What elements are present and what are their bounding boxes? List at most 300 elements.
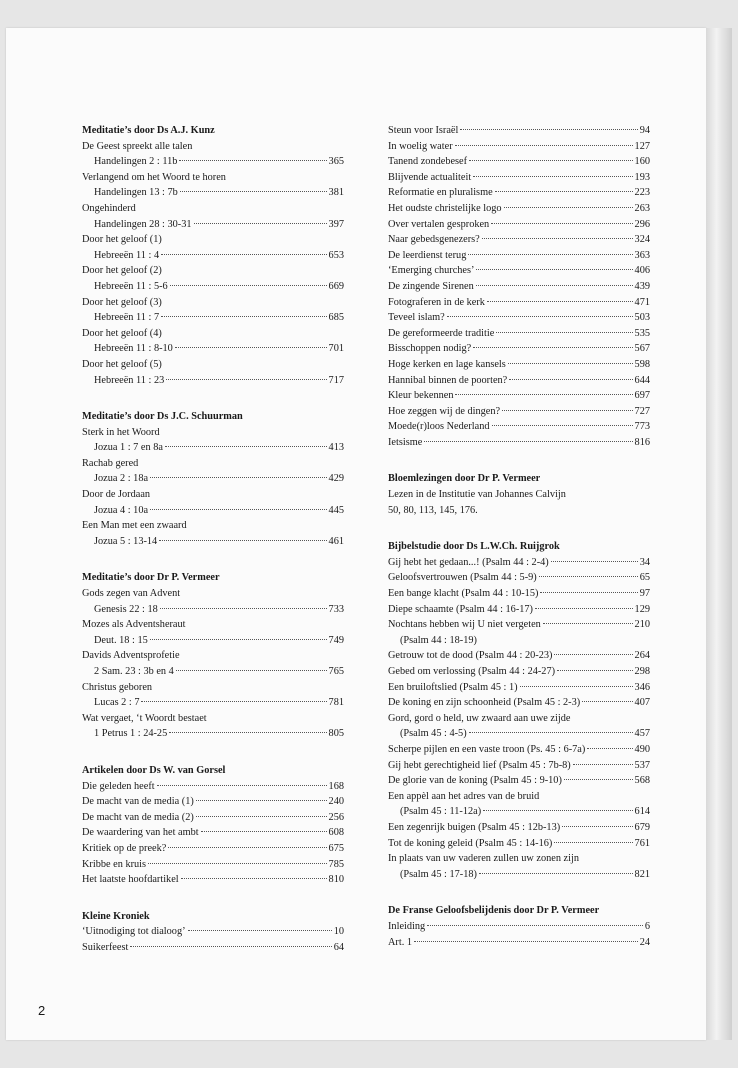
- entry-title: Bisschoppen nodig?: [388, 343, 472, 355]
- dot-leader: [166, 379, 326, 380]
- index-entry: [388, 680, 650, 696]
- entry-page-number: 264: [634, 650, 650, 662]
- entry-page-number: 675: [328, 842, 344, 854]
- index-entry: [82, 940, 344, 956]
- dot-leader: [180, 191, 327, 192]
- entry-title: Jozua 2 : 18a: [94, 473, 149, 485]
- dot-leader: [476, 269, 632, 270]
- index-entry: [82, 872, 344, 888]
- index-text-line: Verlangend om het Woord te horen: [82, 171, 226, 183]
- entry-title: De waardering van het ambt: [82, 827, 199, 839]
- entry-title: Die geleden heeft: [82, 780, 155, 792]
- entry-title: Tanend zondebesef: [388, 156, 468, 168]
- dot-leader: [476, 285, 633, 286]
- dot-leader: [168, 847, 326, 848]
- dot-leader: [188, 930, 332, 931]
- entry-title: Inleiding: [388, 920, 426, 932]
- entry-title: Gij hebt het gedaan...! (Psalm 44 : 2-4): [388, 556, 549, 568]
- index-entry: [82, 341, 344, 357]
- index-text-line: Davids Adventsprofetie: [82, 650, 180, 662]
- index-entry: [388, 935, 650, 951]
- entry-title: Kribbe en kruis: [82, 858, 147, 870]
- dot-leader: [502, 410, 632, 411]
- entry-page-number: 439: [634, 280, 650, 292]
- entry-title: De leerdienst terug: [388, 249, 467, 261]
- index-text-line: (Psalm 44 : 18-19): [400, 634, 477, 646]
- section-title: Bijbelstudie door Ds L.W.Ch. Ruijgrok: [388, 541, 560, 553]
- dot-leader: [175, 347, 327, 348]
- entry-page-number: 471: [634, 296, 650, 308]
- index-entry: [388, 295, 650, 311]
- entry-title: Naar gebedsgenezers?: [388, 234, 480, 246]
- dot-leader: [170, 285, 327, 286]
- index-entry: [388, 617, 650, 633]
- index-text-line: 50, 80, 113, 145, 176.: [388, 504, 478, 516]
- index-entry: [82, 924, 344, 940]
- dot-leader: [535, 608, 633, 609]
- dot-leader: [414, 941, 638, 942]
- index-entry: [388, 341, 650, 357]
- index-entry: [82, 602, 344, 618]
- dot-leader: [201, 831, 327, 832]
- entry-page-number: 727: [634, 405, 650, 417]
- section-title: Artikelen door Ds W. van Gorsel: [82, 764, 226, 776]
- dot-leader: [424, 441, 632, 442]
- dot-leader: [473, 347, 632, 348]
- entry-title: Tot de koning geleid (Psalm 45 : 14-16): [388, 837, 553, 849]
- entry-page-number: 781: [328, 697, 344, 709]
- dot-leader: [150, 509, 327, 510]
- dot-leader: [468, 254, 632, 255]
- entry-title: Blijvende actualiteit: [388, 171, 472, 183]
- index-entry: [388, 742, 650, 758]
- entry-title: Moede(r)loos Nederland: [388, 421, 490, 433]
- entry-page-number: 97: [639, 588, 650, 600]
- dot-leader: [161, 254, 326, 255]
- index-entry: [388, 357, 650, 373]
- dot-leader: [130, 946, 331, 947]
- entry-page-number: 679: [634, 821, 650, 833]
- index-text-line: Een Man met een zwaard: [82, 520, 187, 532]
- entry-title: Gebed om verlossing (Psalm 44 : 24-27): [388, 666, 556, 677]
- index-entry: [82, 857, 344, 873]
- entry-title: De zingende Sirenen: [388, 280, 474, 292]
- index-text-line: Door het geloof (5): [82, 358, 162, 370]
- entry-title: Nochtans hebben wij U niet vergeten: [388, 619, 541, 631]
- index-entry: [82, 185, 344, 201]
- index-entry: [82, 503, 344, 519]
- entry-page-number: 381: [328, 187, 344, 199]
- index-text-line: Door het geloof (1): [82, 234, 162, 246]
- dot-leader: [194, 223, 327, 224]
- entry-title: Fotograferen in de kerk: [388, 296, 485, 308]
- entry-title: Gij hebt gerechtigheid lief (Psalm 45 : 7b-8): [388, 759, 571, 771]
- dot-leader: [427, 925, 643, 926]
- index-entry: [388, 586, 650, 602]
- entry-title: Kritiek op de preek?: [82, 842, 167, 854]
- index-entry: [388, 758, 650, 774]
- index-entry: [82, 471, 344, 487]
- dot-leader: [482, 238, 633, 239]
- entry-page-number: 701: [328, 343, 344, 355]
- index-column-left: [82, 123, 344, 977]
- index-entry: [388, 820, 650, 836]
- index-text-line: Sterk in het Woord: [82, 426, 160, 438]
- index-text-line: Een appèl aan het adres van de bruid: [388, 790, 540, 802]
- entry-page-number: 10: [333, 926, 344, 938]
- index-text-line: Lezen in de Institutie van Johannes Calvijn: [388, 489, 566, 501]
- entry-page-number: 406: [634, 265, 650, 277]
- entry-title: Jozua 4 : 10a: [94, 504, 149, 516]
- section-title: Meditatie’s door Dr P. Vermeer: [82, 572, 220, 584]
- entry-title: Teveel islam?: [388, 312, 445, 324]
- entry-title: Hannibal binnen de poorten?: [388, 374, 508, 386]
- index-entry: [388, 648, 650, 664]
- entry-page-number: 298: [634, 666, 650, 677]
- entry-title: (Psalm 45 : 17-18): [400, 868, 477, 880]
- index-text-line: Gods zegen van Advent: [82, 588, 181, 600]
- index-entry: [388, 570, 650, 586]
- dot-leader: [509, 379, 632, 380]
- entry-page-number: 733: [328, 603, 344, 615]
- entry-page-number: 614: [634, 806, 650, 818]
- index-entry: [82, 633, 344, 649]
- entry-page-number: 429: [328, 473, 344, 485]
- dot-leader: [469, 732, 633, 733]
- index-section: [388, 471, 650, 518]
- index-entry: [388, 664, 650, 680]
- entry-title: Diepe schaamte (Psalm 44 : 16-17): [388, 603, 533, 615]
- index-entry: [388, 726, 650, 742]
- index-section: [388, 123, 650, 450]
- entry-title: Ietsisme: [388, 436, 423, 448]
- entry-title: 1 Petrus 1 : 24-25: [94, 728, 168, 740]
- index-text-line: Wat vergaet, ‘t Woordt bestaet: [82, 712, 207, 724]
- dot-leader: [181, 878, 327, 879]
- index-entry: [82, 373, 344, 389]
- dot-leader: [455, 145, 633, 146]
- entry-title: Getrouw tot de dood (Psalm 44 : 20-23): [388, 650, 553, 662]
- dot-leader: [492, 425, 633, 426]
- entry-page-number: 324: [634, 234, 650, 246]
- dot-leader: [157, 785, 327, 786]
- dot-leader: [508, 363, 633, 364]
- index-entry: [388, 263, 650, 279]
- entry-title: Een bange klacht (Psalm 44 : 10-15): [388, 588, 539, 600]
- entry-title: Een bruiloftslied (Psalm 45 : 1): [388, 681, 518, 693]
- entry-page-number: 263: [634, 202, 650, 214]
- entry-page-number: 773: [634, 421, 650, 433]
- index-section: [82, 123, 344, 388]
- index-text-line: Door het geloof (4): [82, 327, 162, 339]
- entry-page-number: 94: [639, 125, 650, 136]
- entry-title: Reformatie en pluralisme: [388, 187, 493, 199]
- dot-leader: [161, 316, 326, 317]
- dot-leader: [483, 810, 632, 811]
- entry-page-number: 160: [634, 156, 650, 168]
- entry-page-number: 503: [634, 312, 650, 324]
- index-entry: [388, 373, 650, 389]
- index-entry: [82, 841, 344, 857]
- entry-title: In woelig water: [388, 140, 453, 152]
- entry-page-number: 240: [328, 796, 344, 808]
- entry-page-number: 168: [328, 780, 344, 792]
- entry-page-number: 821: [634, 868, 650, 880]
- index-entry: [388, 388, 650, 404]
- dot-leader: [473, 176, 632, 177]
- entry-title: Handelingen 2 : 11b: [94, 156, 178, 168]
- index-section: [388, 903, 650, 950]
- dot-leader: [141, 701, 326, 702]
- dot-leader: [543, 623, 633, 624]
- index-entry: [82, 310, 344, 326]
- dot-leader: [150, 639, 327, 640]
- entry-title: De gereformeerde traditie: [388, 327, 495, 339]
- dot-leader: [587, 748, 632, 749]
- index-entry: [82, 794, 344, 810]
- entry-page-number: 697: [634, 390, 650, 402]
- entry-page-number: 810: [328, 874, 344, 886]
- index-section: [82, 763, 344, 888]
- entry-page-number: 64: [333, 941, 344, 953]
- dot-leader: [455, 394, 632, 395]
- index-entry: [388, 836, 650, 852]
- dot-leader: [504, 207, 633, 208]
- index-text-line: In plaats van uw vaderen zullen uw zonen zijn: [388, 853, 579, 865]
- dot-leader: [557, 670, 633, 671]
- entry-title: Over vertalen gesproken: [388, 218, 490, 230]
- entry-page-number: 65: [639, 572, 650, 584]
- entry-title: Lucas 2 : 7: [94, 697, 140, 709]
- entry-page-number: 490: [634, 743, 650, 755]
- entry-title: (Psalm 45 : 4-5): [400, 728, 467, 740]
- index-entry: [388, 695, 650, 711]
- entry-page-number: 129: [634, 603, 650, 615]
- entry-title: Jozua 1 : 7 en 8a: [94, 442, 163, 454]
- dot-leader: [447, 316, 633, 317]
- index-entry: [388, 123, 650, 139]
- entry-page-number: 761: [634, 837, 650, 849]
- dot-leader: [179, 160, 326, 161]
- index-text-line: De Geest spreekt alle talen: [82, 140, 193, 152]
- entry-title: ‘Uitnodiging tot dialoog’: [82, 926, 186, 938]
- index-text-line: Rachab gered: [82, 457, 139, 469]
- entry-page-number: 127: [634, 140, 650, 152]
- entry-title: Steun voor Israël: [388, 125, 459, 136]
- index-entry: [388, 232, 650, 248]
- entry-page-number: 685: [328, 312, 344, 324]
- entry-page-number: 816: [634, 436, 650, 448]
- index-entry: [388, 217, 650, 233]
- dot-leader: [196, 800, 327, 801]
- entry-title: (Psalm 45 : 11-12a): [400, 806, 482, 818]
- entry-page-number: 644: [634, 374, 650, 386]
- book-spine: [706, 28, 732, 1040]
- index-entry: [82, 825, 344, 841]
- entry-page-number: 535: [634, 327, 650, 339]
- section-title: Meditatie’s door Ds J.C. Schuurman: [82, 411, 243, 423]
- entry-page-number: 210: [634, 619, 650, 631]
- entry-page-number: 193: [634, 171, 650, 183]
- entry-title: Hebreeën 11 : 7: [94, 312, 160, 324]
- entry-page-number: 397: [328, 218, 344, 230]
- dot-leader: [496, 332, 632, 333]
- entry-title: Handelingen 28 : 30-31: [94, 218, 192, 230]
- entry-title: Hebreeën 11 : 5-6: [94, 280, 168, 292]
- entry-page-number: 653: [328, 249, 344, 261]
- dot-leader: [539, 576, 638, 577]
- index-entry: [388, 248, 650, 264]
- dot-leader: [159, 540, 326, 541]
- entry-title: Geloofsvertrouwen (Psalm 44 : 5-9): [388, 572, 537, 584]
- index-text-line: Ongehinderd: [82, 202, 136, 214]
- entry-page-number: 537: [634, 759, 650, 771]
- index-entry: [388, 404, 650, 420]
- entry-title: Het oudste christelijke logo: [388, 202, 502, 214]
- index-entry: [82, 534, 344, 550]
- index-entry: [388, 185, 650, 201]
- index-entry: [388, 139, 650, 155]
- page-number: 2: [38, 1003, 46, 1018]
- entry-page-number: 567: [634, 343, 650, 355]
- entry-page-number: 765: [328, 666, 344, 677]
- entry-title: De koning en zijn schoonheid (Psalm 45 : 2-3): [388, 697, 581, 709]
- index-text-line: Gord, gord o held, uw zwaard aan uwe zijde: [388, 712, 571, 724]
- index-entry: [82, 440, 344, 456]
- index-entry: [82, 217, 344, 233]
- entry-page-number: 461: [328, 535, 344, 547]
- entry-page-number: 6: [644, 920, 650, 932]
- dot-leader: [169, 732, 326, 733]
- entry-page-number: 608: [328, 827, 344, 839]
- index-entry: [82, 726, 344, 742]
- index-entry: [388, 201, 650, 217]
- dot-leader: [495, 191, 633, 192]
- section-title: Bloemlezingen door Dr P. Vermeer: [388, 473, 541, 485]
- index-section: [388, 539, 650, 882]
- dot-leader: [554, 654, 632, 655]
- index-entry: [388, 435, 650, 451]
- index-entry: [82, 695, 344, 711]
- entry-page-number: 785: [328, 858, 344, 870]
- dot-leader: [573, 764, 633, 765]
- index-text-line: Christus geboren: [82, 681, 153, 693]
- dot-leader: [150, 477, 327, 478]
- index-text-line: Door de Jordaan: [82, 489, 151, 501]
- index-entry: [82, 154, 344, 170]
- dot-leader: [469, 160, 633, 161]
- entry-page-number: 296: [634, 218, 650, 230]
- dot-leader: [160, 608, 327, 609]
- entry-title: ‘Emerging churches’: [388, 265, 475, 277]
- section-title: Kleine Kroniek: [82, 910, 150, 922]
- index-entry: [82, 779, 344, 795]
- dot-leader: [176, 670, 327, 671]
- dot-leader: [540, 592, 637, 593]
- entry-page-number: 363: [634, 249, 650, 261]
- entry-page-number: 34: [639, 556, 650, 568]
- section-title: Meditatie’s door Ds A.J. Kunz: [82, 125, 215, 136]
- entry-page-number: 717: [328, 374, 344, 386]
- entry-page-number: 407: [634, 697, 650, 709]
- entry-title: Hoge kerken en lage kansels: [388, 358, 506, 370]
- dot-leader: [165, 446, 327, 447]
- entry-page-number: 749: [328, 634, 344, 646]
- entry-title: Hebreeën 11 : 8-10: [94, 343, 173, 355]
- index-text-line: Door het geloof (2): [82, 265, 162, 277]
- index-section: [82, 909, 344, 956]
- entry-title: Hebreeën 11 : 4: [94, 249, 160, 261]
- entry-page-number: 805: [328, 728, 344, 740]
- index-text-line: Door het geloof (3): [82, 296, 162, 308]
- dot-leader: [148, 863, 326, 864]
- index-entry: [82, 810, 344, 826]
- index-column-right: [388, 123, 650, 971]
- entry-page-number: 445: [328, 504, 344, 516]
- dot-leader: [554, 842, 632, 843]
- entry-page-number: 24: [639, 936, 650, 948]
- entry-title: De glorie van de koning (Psalm 45 : 9-10): [388, 775, 562, 787]
- entry-title: Scherpe pijlen en een vaste troon (Ps. 45 : 6-7a): [388, 743, 586, 755]
- index-section: [82, 570, 344, 742]
- index-text-line: Mozes als Adventsheraut: [82, 619, 186, 631]
- index-entry: [388, 919, 650, 935]
- entry-title: Suikerfeest: [82, 941, 129, 953]
- index-entry: [388, 804, 650, 820]
- index-entry: [388, 867, 650, 883]
- index-entry: [388, 555, 650, 571]
- index-section: [82, 409, 344, 549]
- entry-title: Genesis 22 : 18: [94, 603, 158, 615]
- index-entry: [388, 170, 650, 186]
- dot-leader: [479, 873, 633, 874]
- dot-leader: [564, 779, 633, 780]
- dot-leader: [551, 561, 638, 562]
- dot-leader: [562, 826, 632, 827]
- index-entry: [82, 248, 344, 264]
- index-entry: [388, 154, 650, 170]
- entry-page-number: 346: [634, 681, 650, 693]
- entry-title: Handelingen 13 : 7b: [94, 187, 178, 199]
- index-entry: [82, 279, 344, 295]
- dot-leader: [520, 686, 633, 687]
- entry-title: De macht van de media (2): [82, 811, 194, 823]
- index-entry: [82, 664, 344, 680]
- entry-title: Art. 1: [388, 936, 413, 948]
- entry-title: Hebreeën 11 : 23: [94, 374, 165, 386]
- index-entry: [388, 310, 650, 326]
- entry-page-number: 598: [634, 358, 650, 370]
- entry-title: Hoe zeggen wij de dingen?: [388, 405, 501, 417]
- entry-page-number: 365: [328, 156, 344, 168]
- dot-leader: [196, 816, 327, 817]
- entry-title: Een zegenrijk buigen (Psalm 45 : 12b-13): [388, 821, 561, 833]
- dot-leader: [491, 223, 632, 224]
- entry-title: Deut. 18 : 15: [94, 634, 148, 646]
- index-entry: [388, 419, 650, 435]
- entry-page-number: 413: [328, 442, 344, 454]
- index-entry: [388, 279, 650, 295]
- dot-leader: [460, 129, 637, 130]
- entry-page-number: 568: [634, 775, 650, 787]
- entry-page-number: 669: [328, 280, 344, 292]
- index-entry: [388, 326, 650, 342]
- entry-title: Het laatste hoofdartikel: [82, 874, 179, 886]
- index-entry: [388, 602, 650, 618]
- entry-page-number: 256: [328, 811, 344, 823]
- entry-title: 2 Sam. 23 : 3b en 4: [94, 666, 174, 677]
- entry-page-number: 223: [634, 187, 650, 199]
